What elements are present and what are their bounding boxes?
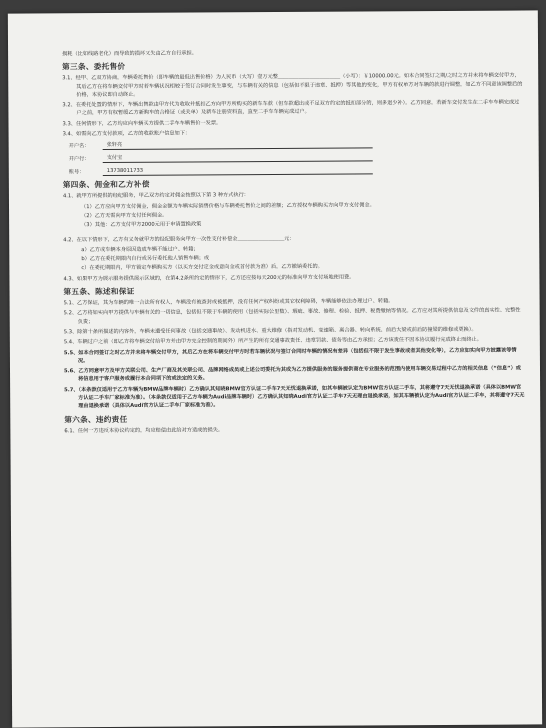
account-holder-field <box>103 140 373 151</box>
clause-5-7: 5.7、（本条款仅适用于乙方车辆为BMW品牌车辆时）乙方确认其知晓BMW官方认证二手车7天无忧退换承诺，如其车辆被认定为BMW官方认证二手车，其将遵守7天无忧退换承诺（具体以BMW官方认证二手车厂家标准为准）。（本条款仅适用于乙方车辆为Audi品牌车辆时）乙方确认其知晓Audi官方认证二手车7天无理由退换承诺，如其车辆被认定为Audi官方认证二手车，其将遵守7天无理由退换承诺（具体以Audi官方认证二手车厂家标准为准）。 <box>64 384 525 410</box>
clause-3-3: 3.3、任何情形下，乙方均应向车辆买方提供二手车车辆售价一发票。 <box>62 120 222 128</box>
clause-3-4: 3.4、如需向乙方支付款项，乙方的收款账户信息如下： <box>62 130 191 138</box>
section-5-title: 第五条、陈述和保证 <box>63 286 135 297</box>
clause-3-2: 3.2、在委托处置的情形下，车辆出售款由甲方代为收取并抵扣乙方向甲方所购买的新车车款（但车款超出或不足双方约定的抵扣部分的，则多退少补）。乙方同意，若新车交付发生在二手车车辆完成过户之前，甲方有权暂缓乙方新购车的合格证（或关单）及新车注册资料直，直至二手车车辆完成过户。 <box>62 99 520 117</box>
clause-4-3: 4.3、如果甲方为展示服务提供展示区域的，在第4.2条所约定的情形下，乙方还应按每天200元的标准向甲方支付场地使用费。 <box>63 274 355 283</box>
clause-5-2: 5.2、乙方将如实向甲方提供与车辆有关的一切信息，包括但不限于车辆的使用（包括实际公里数）、瑕疵、事故、修理、检验、抵押、税费缴纳等情况。乙方应对其所提供信息及文件的真实性、完整性负责； <box>63 307 521 325</box>
clause-5-5: 5.5、如本合同签订之时乙方并未将车辆交付甲方，其后乙方在将车辆交付甲方时若车辆状况与签订合同时车辆的情况有差异（包括但不限于发生事故或者其他变化等），乙方应如实向甲方披露该等情况。 <box>63 347 517 365</box>
section-4-title: 第四条、佣金和乙方补偿 <box>62 180 150 190</box>
account-holder-row <box>69 139 525 151</box>
intro-text: 损耗（比如线路老化）而导致的损坏又失由乙方自行承担。 <box>62 50 197 58</box>
account-bank-field <box>103 153 373 164</box>
clause-4-1-option-2: （2）乙方无需向甲方支付任何佣金。 <box>81 212 168 220</box>
account-number-field <box>103 166 373 177</box>
clause-4-1-option-1: （1）乙方应向甲方支付佣金，佣金金额为车辆实际销售价格与车辆委托售价之间的差额；乙方授权车辆购买方向甲方支付佣金。 <box>80 202 375 210</box>
clause-5-4: 5.4、车辆过户之前（即乙方将车辆交付给甲方并由甲方完全控制的期间外）所产生的所有交通事故责任、违章罚款、债务等由乙方承担；乙方该责任不因本协议履行完成终止而终止。 <box>63 336 482 346</box>
clause-6-1: 6.1、任何一方违反本协议约定的，均应赔偿由此给对方造成的损失。 <box>64 426 224 434</box>
clause-5-6: 5.6、乙方同意甲方及甲方关联公司、生产厂商及其关联公司、品牌网络成员或上述公司委托为其或为乙方提供服务的服务提供商在专业服务的范围内使用车辆交易过程中乙方的相关信息（“信息”）或将信息用于客户服务或履行本合同项下的或法定的义务。 <box>63 365 521 383</box>
clause-4-2-b: b）乙方在委托期限内自行或另行委托他人销售车辆；或 <box>81 255 210 263</box>
account-bank-label: 开户行： <box>68 156 90 163</box>
section-6-title: 第六条、违约责任 <box>64 414 128 424</box>
account-holder-value: 张轩亮 <box>106 142 123 149</box>
contract-content <box>62 47 526 437</box>
clause-4-1: 4.1、就甲方所提供的经纪服务，甲乙双方约定对佣金按照以下第 3 种方式执行： <box>62 192 250 200</box>
clause-4-2-c: c）在委托期限内，甲方锁定车辆购买方（以买方交付定金或意向金或首付款为准）后，乙方撤销委托的。 <box>81 264 323 272</box>
contract-page <box>8 10 542 727</box>
clause-5-3: 5.3、除第十条所描述的内容外，车辆未遭受任何事故（包括交通事故）、发动机进水、重大维修（指对发动机、变速箱、离合器、转向系统、前后大梁或前后防撞梁的维修或更换）。 <box>63 326 477 336</box>
clause-4-2: 4.2、在以下情形下，乙方有义务就甲方的经纪服务向甲方一次性支付补偿金＿＿＿＿＿＿＿＿＿元： <box>63 235 295 243</box>
section-3-title: 第三条、委托售价 <box>62 62 126 72</box>
clause-3-1: 3.1、经甲、乙双方协商，车辆委托售价（即车辆的最低出售价格）为人民币（大写）壹万元整＿＿＿＿＿＿＿＿＿＿＿＿（小写）：￥10000.00元。如本合同签订之期/之时之方并未将车辆交付甲方，其后乙方在将车辆交付甲方时若车辆状况相较于签订合同时发生事变，与车辆有关的信息（包括但不限于违章、抵押）等其他的变化，甲方有权单方对车辆的款进行调整，如乙方不同意该调整后的价格，本协议即自动终止。 <box>62 72 523 99</box>
account-number-label: 账号： <box>68 169 85 176</box>
account-bank-row <box>69 152 525 164</box>
account-number-row <box>69 165 525 177</box>
account-number-value: 13738011733 <box>106 167 144 175</box>
clause-5-1: 5.1、乙方保证，其为车辆的唯一合法所有权人，车辆没有被查封或被抵押，没有任何产权纠纷或其它权利障碍，车辆能够依法办理过户、转籍。 <box>63 298 394 307</box>
account-bank-value: 支付宝 <box>106 155 123 162</box>
account-holder-label: 开户名： <box>68 143 90 150</box>
clause-4-1-option-3: （3）其他：乙方支付甲方2000元用于申请置换政策 <box>81 221 202 229</box>
clause-4-2-a: a）乙方或车辆本身原因造成车辆不能过户、转籍； <box>81 246 199 254</box>
